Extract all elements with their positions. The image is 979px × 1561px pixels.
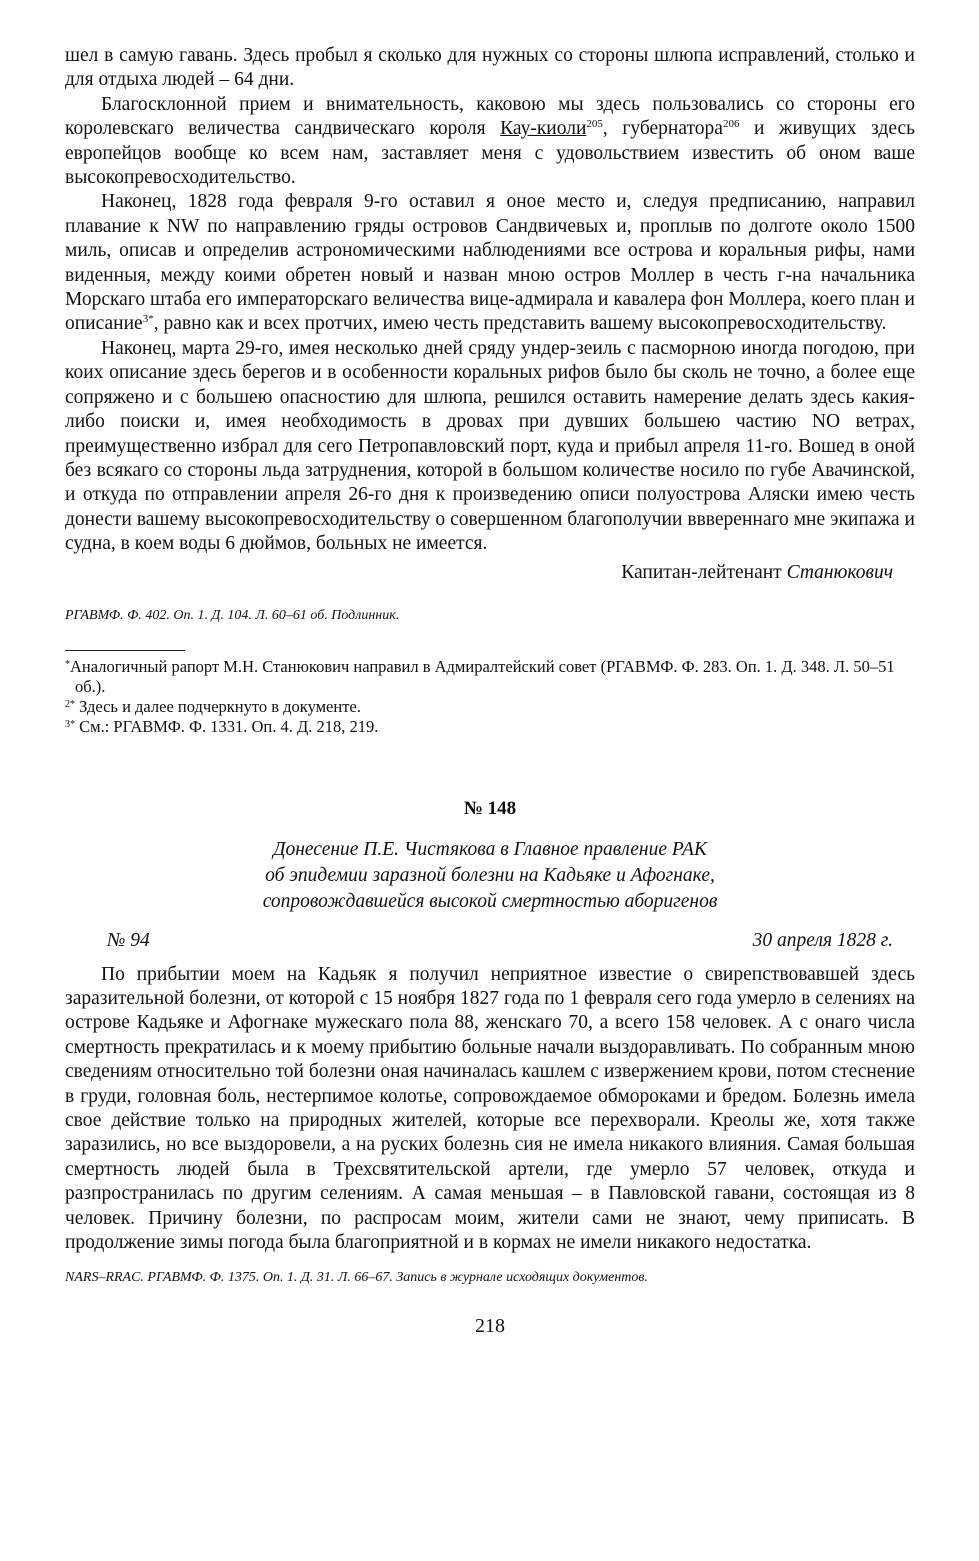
endnote-ref-205: 205 xyxy=(586,118,603,131)
document-title xyxy=(65,837,915,915)
footnote-3 xyxy=(65,717,915,737)
footnote-1 xyxy=(65,657,915,697)
paragraph-voyage-nw xyxy=(65,190,915,336)
footnote-text: Аналогичный рапорт М.Н. Станюкович направил в Адмиралтейский совет (РГАВМФ. Ф. 283. Оп. 1. Д. 348. Л. 50–51 об.). xyxy=(70,656,895,696)
text-segment: Наконец, 1828 года февраля 9-го оставил я оное место и, следуя предписанию, направил плавание к NW по направлению гряды островов Сандвичевых и, проплыв по долготе около 1500 миль, описав и определив астрономическими наблюдениями все острова и коральныя рифы, нами виденныя, между коими обретен новый и назван мною остров Моллер в честь г-на начальника Морскаго штаба его императорскаго величества вице-адмирала и кавалера фон Моллера, коего план и описание xyxy=(65,191,915,335)
paragraph-petropavlovsk: Наконец, марта 29-го, имея несколько дней сряду ундер-зеиль с пасморною иногда погодою, при коих описание здесь берегов и в особенности коральных рифов было бы сколь не точно, а более еще сопряжено и с большею опасностию для шлюпа, решился оставить намерение делать здесь какия-либо поиски и, имея необходимость в дровах при дувших большею частию NO ветрах, преимущественно избрал для сего Петропавловский порт, куда и прибыл апреля 11-го. Вошед в оной без всякаго со стороны льда затруднения, которой в большом количестве носило по губе Авачинской, и откуда по отправлении апреля 26-го дня к произведению описи полуострова Аляски имею честь донести вашему высокопревосходительству о совершенном благополучии вввереннаго мне экипажа и судна, в коем воды 6 дюймов, больных не имеется. xyxy=(65,337,915,555)
paragraph-harbor-stay: шел в самую гавань. Здесь пробыл я сколько для нужных со стороны шлюпа исправлений, столько и для отдыха людей – 64 дни. xyxy=(65,45,915,91)
signature-rank: Капитан-лейтенант xyxy=(621,561,787,583)
title-line: об эпидемии заразной болезни на Кадьяке и Афогнаке, xyxy=(265,864,715,886)
outgoing-number: № 94 xyxy=(107,929,150,951)
footnote-mark: 2* xyxy=(65,698,75,710)
document-number: № 148 xyxy=(463,797,517,819)
text-segment: , губернатора xyxy=(602,118,723,140)
signature xyxy=(65,561,893,585)
footnote-divider xyxy=(65,650,185,651)
footnote-text: Здесь и далее подчеркнуто в документе. xyxy=(75,696,361,716)
paragraph-reception xyxy=(65,93,915,191)
footnote-2 xyxy=(65,697,915,717)
archive-source-148: NARS–RRAC. РГАВМФ. Ф. 1375. Оп. 1. Д. 31. Л. 66–67. Запись в журнале исходящих документов. xyxy=(65,1270,648,1286)
title-line: Донесение П.Е. Чистякова в Главное правление РАК xyxy=(273,838,707,860)
document-meta xyxy=(107,929,893,953)
footnote-mark: * xyxy=(65,658,70,670)
endnote-ref-206: 206 xyxy=(722,118,740,131)
document-date: 30 апреля 1828 г. xyxy=(752,929,893,951)
footnote-mark: 3* xyxy=(65,718,75,730)
underlined-name-kau-kioli: Кау-киоли xyxy=(500,118,587,140)
page-number: 218 xyxy=(475,1315,505,1338)
title-line: сопровождавшейся высокой смертностью аборигенов xyxy=(262,890,718,912)
text-segment: Благосклонной прием и внимательность, каковою мы здесь пользовались со стороны его королевскаго величества сандвическаго короля xyxy=(65,93,915,140)
footnote-ref-3: 3* xyxy=(142,313,154,326)
signature-name: Станюкович xyxy=(786,561,893,583)
footnote-text: См.: РГАВМФ. Ф. 1331. Оп. 4. Д. 218, 219. xyxy=(75,716,379,736)
text-segment: , равно как и всех протчих, имею честь представить вашему высокопревосходительству. xyxy=(153,313,887,335)
archive-source-147: РГАВМФ. Ф. 402. Оп. 1. Д. 104. Л. 60–61 об. Подлинник. xyxy=(65,607,400,623)
text-segment: и живущих здесь европейцов вообще ко всем нам, заставляет меня с удовольствием известить об оном ваше высокопревосходительство. xyxy=(65,118,916,189)
book-page xyxy=(65,44,915,1338)
paragraph-epidemic-report: По прибытии моем на Кадьяк я получил неприятное известие о свирепствовавшей здесь заразительной болезни, от которой с 15 ноября 1827 года по 1 февраля сего года умерло в селениях на острове Кадьяке и Афогнаке мужескаго пола 88, женскаго 70, а всего 158 человек. А с онаго числа смертность прекратилась и к моему прибытию больные начали выздоравливать. По собранным мною сведениям относительно той болезни оная начиналась кашлем с извержением крови, потом стеснение в груди, головная боль, нестерпимое колотье, сопровождаемое обмороками и бредом. Болезнь имела свое действие только на природных жителей, которые все перехворали. Креолы же, хотя также заразились, но все выздоровели, а на руских болезнь сия не имела никакого влияния. Самая большая смертность людей была в Трехсвятительской артели, где умерло 57 человек, откуда и разпространилась по другим селениям. А самая меньшая – в Павловской гавани, состоящая из 8 человек. Причину болезни, по распросам моим, жители сами не знают, чему приписать. В продолжение зимы погода была благоприятной и в кормах не имели никакого недостатка. xyxy=(65,963,915,1253)
